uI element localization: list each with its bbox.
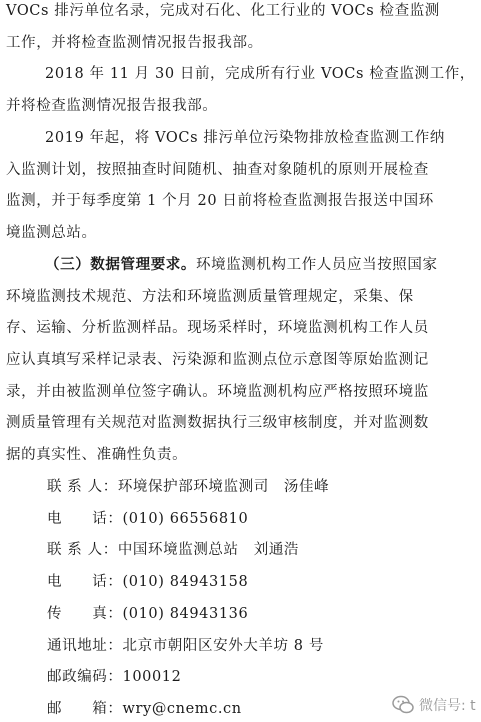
contact-line: 联 系 人：中国环境监测总站 刘通浩 [47, 542, 300, 558]
section-heading: （三）数据管理要求。 [45, 256, 196, 273]
text-line: 应认真填写采样记录表、污染源和监测点位示意图等原始监测记 [6, 352, 429, 368]
contact-line: 电 话：(010) 84943158 [47, 574, 249, 590]
text-line: 并将检查监测情况报告报我部。 [6, 98, 218, 114]
text-line: 存、运输、分析监测样品。现场采样时，环境监测机构工作人员 [6, 320, 429, 336]
contact-line: 联 系 人：环境保护部环境监测司 汤佳峰 [47, 479, 330, 495]
contact-line: 电 话：(010) 66556810 [47, 511, 249, 527]
watermark-text: 微信号: t [419, 698, 476, 714]
contact-line: 邮政编码：100012 [47, 669, 182, 685]
contact-line: 通讯地址：北京市朝阳区安外大羊坊 8 号 [47, 638, 324, 654]
text-line: 2019 年起，将 VOCs 排污单位污染物排放检查监测工作纳 [45, 130, 445, 146]
text-line: 测质量管理有关规范对监测数据执行三级审核制度，并对监测数 [6, 415, 429, 431]
text-line: 工作，并将检查监测情况报告报我部。 [6, 35, 263, 51]
text-line: 2018 年 11 月 30 日前，完成所有行业 VOCs 检查监测工作， [45, 66, 475, 82]
text-line: VOCs 排污单位名录，完成对石化、化工行业的 VOCs 检查监测 [6, 3, 440, 19]
wechat-icon [391, 693, 415, 717]
text-line: 境监测总站。 [6, 225, 97, 241]
text-line: 环境监测技术规范、方法和环境监测质量管理规定，采集、保 [6, 289, 414, 305]
text-line: 据的真实性、准确性负责。 [6, 447, 188, 463]
contact-line: 传 真：(010) 84943136 [47, 606, 249, 622]
contact-line: 邮 箱：wry@cnemc.cn [47, 701, 242, 717]
text-line: 入监测计划，按照抽查时间随机、抽查对象随机的原则开展检查 [6, 162, 429, 178]
text-line: 录，并由被监测单位签字确认。环境监测机构应严格按照环境监 [6, 384, 429, 400]
watermark [391, 688, 481, 722]
text-line [45, 256, 481, 274]
text-span: 环境监测机构工作人员应当按照国家 [196, 257, 438, 273]
text-line: 监测，并于每季度第 1 个月 20 日前将检查监测报告报送中国环 [6, 193, 434, 209]
